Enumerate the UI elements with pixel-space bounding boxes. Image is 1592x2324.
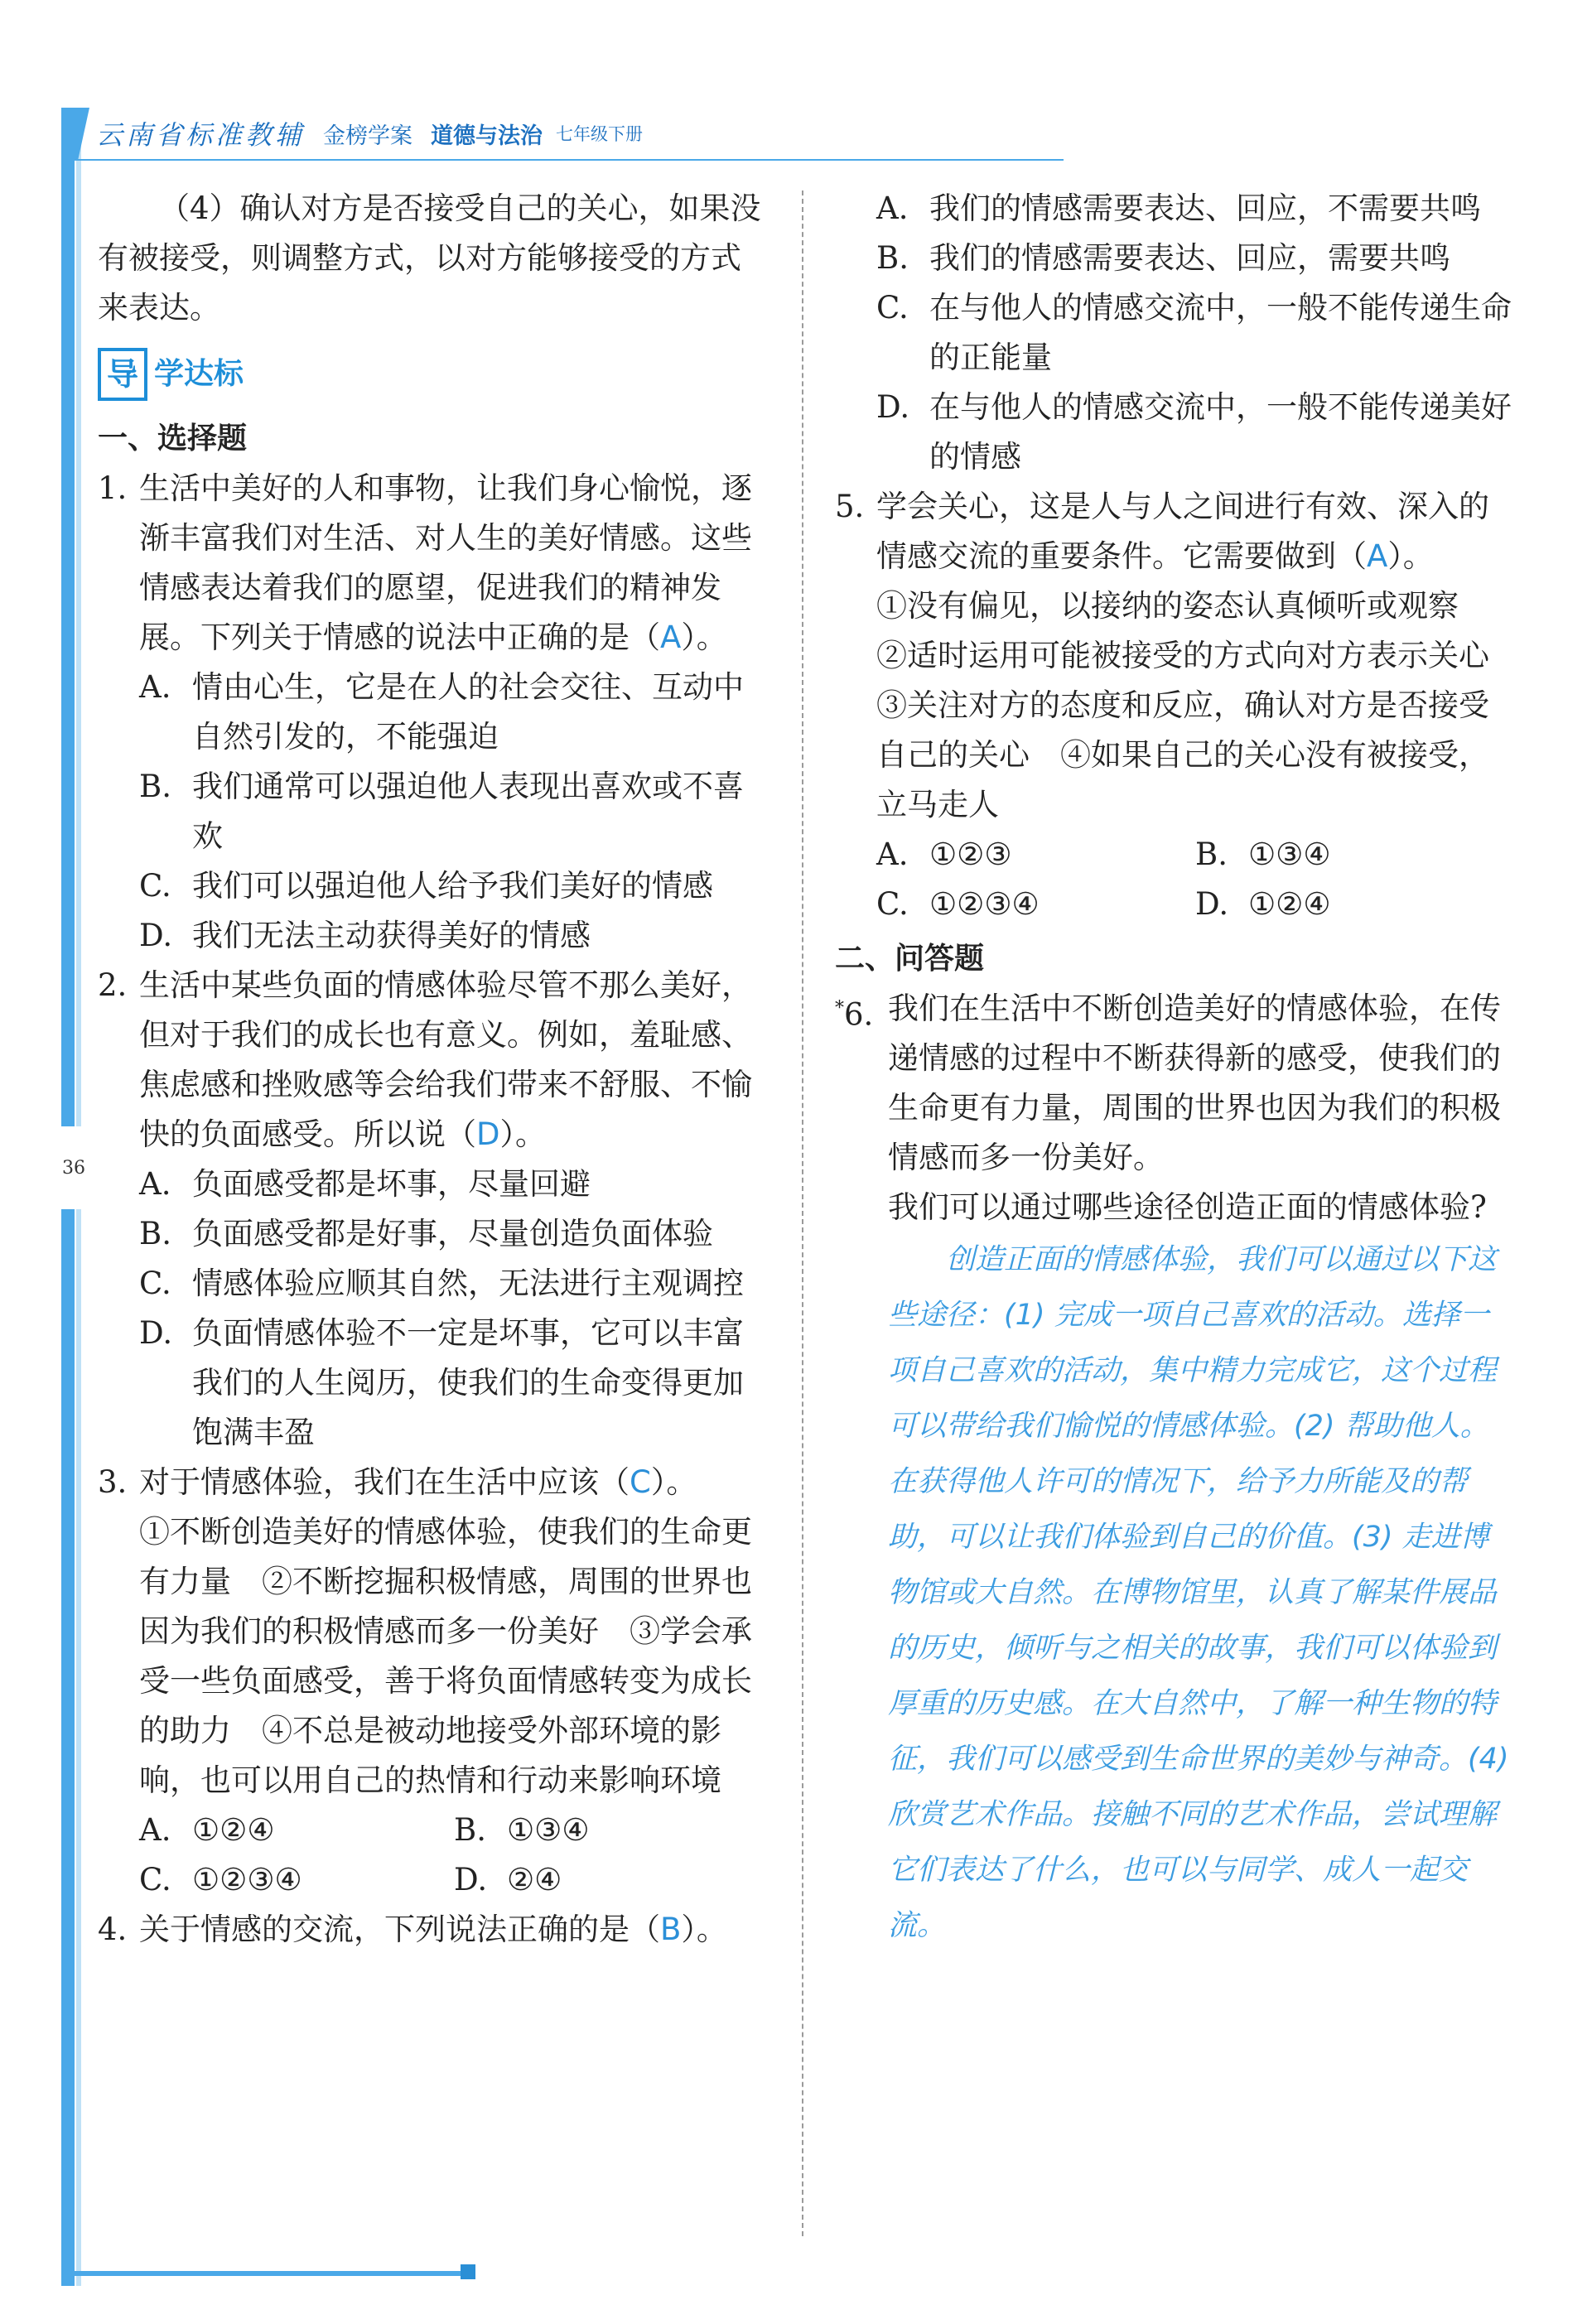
option: D. ②④ bbox=[454, 1862, 562, 1897]
option: C. 在与他人的情感交流中，一般不能传递生命的正能量 bbox=[876, 290, 1512, 375]
question-number: 4. bbox=[98, 1912, 128, 1947]
question-stem: 学会关心，这是人与人之间进行有效、深入的情感交流的重要条件。它需要做到（A）。 bbox=[876, 489, 1489, 574]
right-column bbox=[835, 184, 1520, 1954]
bottom-decorative-line bbox=[61, 2271, 472, 2276]
section-choice-heading: 一、选择题 bbox=[98, 422, 248, 456]
question-4 bbox=[98, 1905, 769, 1955]
header-tab-shape bbox=[61, 108, 89, 159]
option: A. ①②④ bbox=[139, 1812, 275, 1848]
question-stem: 生活中某些负面的情感体验尽管不那么美好，但对于我们的成长也有意义。例如，羞耻感、焦虑感和挫败感等会给我们带来不舒服、不愉快的负面感受。所以说（D）。 bbox=[139, 967, 752, 1152]
answer-letter: B bbox=[660, 1912, 682, 1947]
question-6 bbox=[835, 984, 1514, 1183]
question-number: 1. bbox=[98, 470, 128, 506]
option: C. ①②③④ bbox=[876, 886, 1040, 922]
star-marker: * bbox=[835, 998, 844, 1019]
page-header bbox=[61, 108, 1064, 161]
option: D. ①②④ bbox=[1195, 886, 1331, 922]
header-grade: 七年级下册 bbox=[556, 124, 644, 144]
option-row bbox=[876, 830, 1514, 880]
question-number: 5. bbox=[835, 489, 865, 524]
option: C. 我们可以强迫他人给予我们美好的情感 bbox=[139, 868, 713, 904]
question-number: *6. bbox=[835, 996, 874, 1033]
question-number: 2. bbox=[98, 967, 128, 1003]
header-subject: 道德与法治 bbox=[431, 123, 543, 149]
question-stem: 关于情感的交流，下列说法正确的是（B）。 bbox=[139, 1912, 727, 1947]
question-6-answer bbox=[888, 1232, 1514, 1954]
question-6-prompt: 我们可以通过哪些途径创造正面的情感体验? bbox=[888, 1189, 1487, 1225]
question-5-statements: ①没有偏见，以接纳的姿态认真倾听或观察 ②适时运用可能被接受的方式向对方表示关心 ③关注对方的态度和反应，确认对方是否接受自己的关心 ④如果自己的关心没有被接受，立马走人 bbox=[876, 588, 1520, 822]
question-stem: 我们在生活中不断创造美好的情感体验，在传递情感的过程中不断获得新的感受，使我们的生命更有力量，周围的世界也因为我们的积极情感而多一份美好。 bbox=[888, 991, 1501, 1175]
intro-paragraph: （4）确认对方是否接受自己的关心，如果没有被接受，则调整方式，以对方能够接受的方式来表达。 bbox=[98, 190, 761, 325]
option: B. ①③④ bbox=[1195, 837, 1331, 872]
guide-heading bbox=[98, 340, 769, 409]
option: B. 负面感受都是好事，尽量创造负面体验 bbox=[139, 1216, 713, 1251]
question-stem: 对于情感体验，我们在生活中应该（C）。 bbox=[139, 1464, 697, 1500]
option: A. 我们的情感需要表达、回应，不需要共鸣 bbox=[876, 190, 1481, 226]
option: D. 在与他人的情感交流中，一般不能传递美好的情感 bbox=[876, 389, 1512, 475]
question-3 bbox=[98, 1458, 769, 1507]
option: C. 情感体验应顺其自然，无法进行主观调控 bbox=[139, 1266, 744, 1301]
answer-letter: A bbox=[1367, 538, 1388, 574]
question-2 bbox=[98, 961, 769, 1160]
column-divider bbox=[802, 190, 803, 2236]
guide-icon: 导 bbox=[98, 348, 147, 401]
option: B. 我们通常可以强迫他人表现出喜欢或不喜欢 bbox=[139, 769, 744, 854]
option: D. 负面情感体验不一定是坏事，它可以丰富我们的人生阅历，使我们的生命变得更加饱满丰盈 bbox=[139, 1315, 744, 1450]
header-series: 金榜学案 bbox=[323, 123, 413, 149]
question-stem: 生活中美好的人和事物，让我们身心愉悦，逐渐丰富我们对生活、对人生的美好情感。这些情感表达着我们的愿望，促进我们的精神发展。下列关于情感的说法中正确的是（A）。 bbox=[139, 470, 752, 655]
option-row bbox=[876, 880, 1514, 929]
header-brand: 云南省标准教辅 bbox=[96, 119, 306, 151]
page-number: 36 bbox=[62, 1158, 85, 1179]
bottom-decorative-square bbox=[461, 2264, 475, 2279]
question-number: 3. bbox=[98, 1464, 128, 1500]
answer-text: 创造正面的情感体验，我们可以通过以下这些途径：(1) 完成一项自己喜欢的活动。选择一项自己喜欢的活动，集中精力完成它，这个过程可以带给我们愉悦的情感体验。(2) 帮助他人。在获得他人许可的情况下，给予力所能及的帮助，可以让我们体验到自己的价值。(3) 走进博物馆或大自然。在博物馆里，认真了解某件展品的历史，倾听与之相关的故事，我们可以体验到厚重的历史感。在大自然中，了解一种生物的特征，我们可以感受到生命世界的美妙与神奇。(4) 欣赏艺术作品。接触不同的艺术作品，尝试理解它们表达了什么，也可以与同学、成人一起交流。 bbox=[888, 1243, 1509, 1942]
left-column bbox=[98, 184, 769, 1955]
answer-letter: D bbox=[476, 1116, 500, 1152]
question-5 bbox=[835, 482, 1514, 581]
question-3-statements: ①不断创造美好的情感体验，使我们的生命更有力量 ②不断挖掘积极情感，周围的世界也因为我们的积极情感而多一份美好 ③学会承受一些负面感受，善于将负面情感转变为成长的助力 ④不总是被动地接受外部环境的影响，也可以用自己的热情和行动来影响环境 bbox=[139, 1514, 752, 1798]
option: A. 情由心生，它是在人的社会交往、互动中自然引发的，不能强迫 bbox=[139, 669, 744, 755]
option-row bbox=[139, 1855, 769, 1905]
section-qa-heading: 二、问答题 bbox=[835, 942, 985, 976]
guide-heading-text: 学达标 bbox=[154, 357, 244, 391]
question-1 bbox=[98, 464, 769, 663]
option: A. 负面感受都是坏事，尽量回避 bbox=[139, 1166, 591, 1202]
option: A. ①②③ bbox=[876, 837, 1012, 872]
option: C. ①②③④ bbox=[139, 1862, 302, 1897]
option: B. 我们的情感需要表达、回应，需要共鸣 bbox=[876, 240, 1450, 276]
answer-letter: A bbox=[660, 620, 682, 655]
answer-letter: C bbox=[630, 1464, 651, 1500]
option-row bbox=[139, 1806, 769, 1855]
option: D. 我们无法主动获得美好的情感 bbox=[139, 918, 591, 953]
option: B. ①③④ bbox=[454, 1812, 590, 1848]
